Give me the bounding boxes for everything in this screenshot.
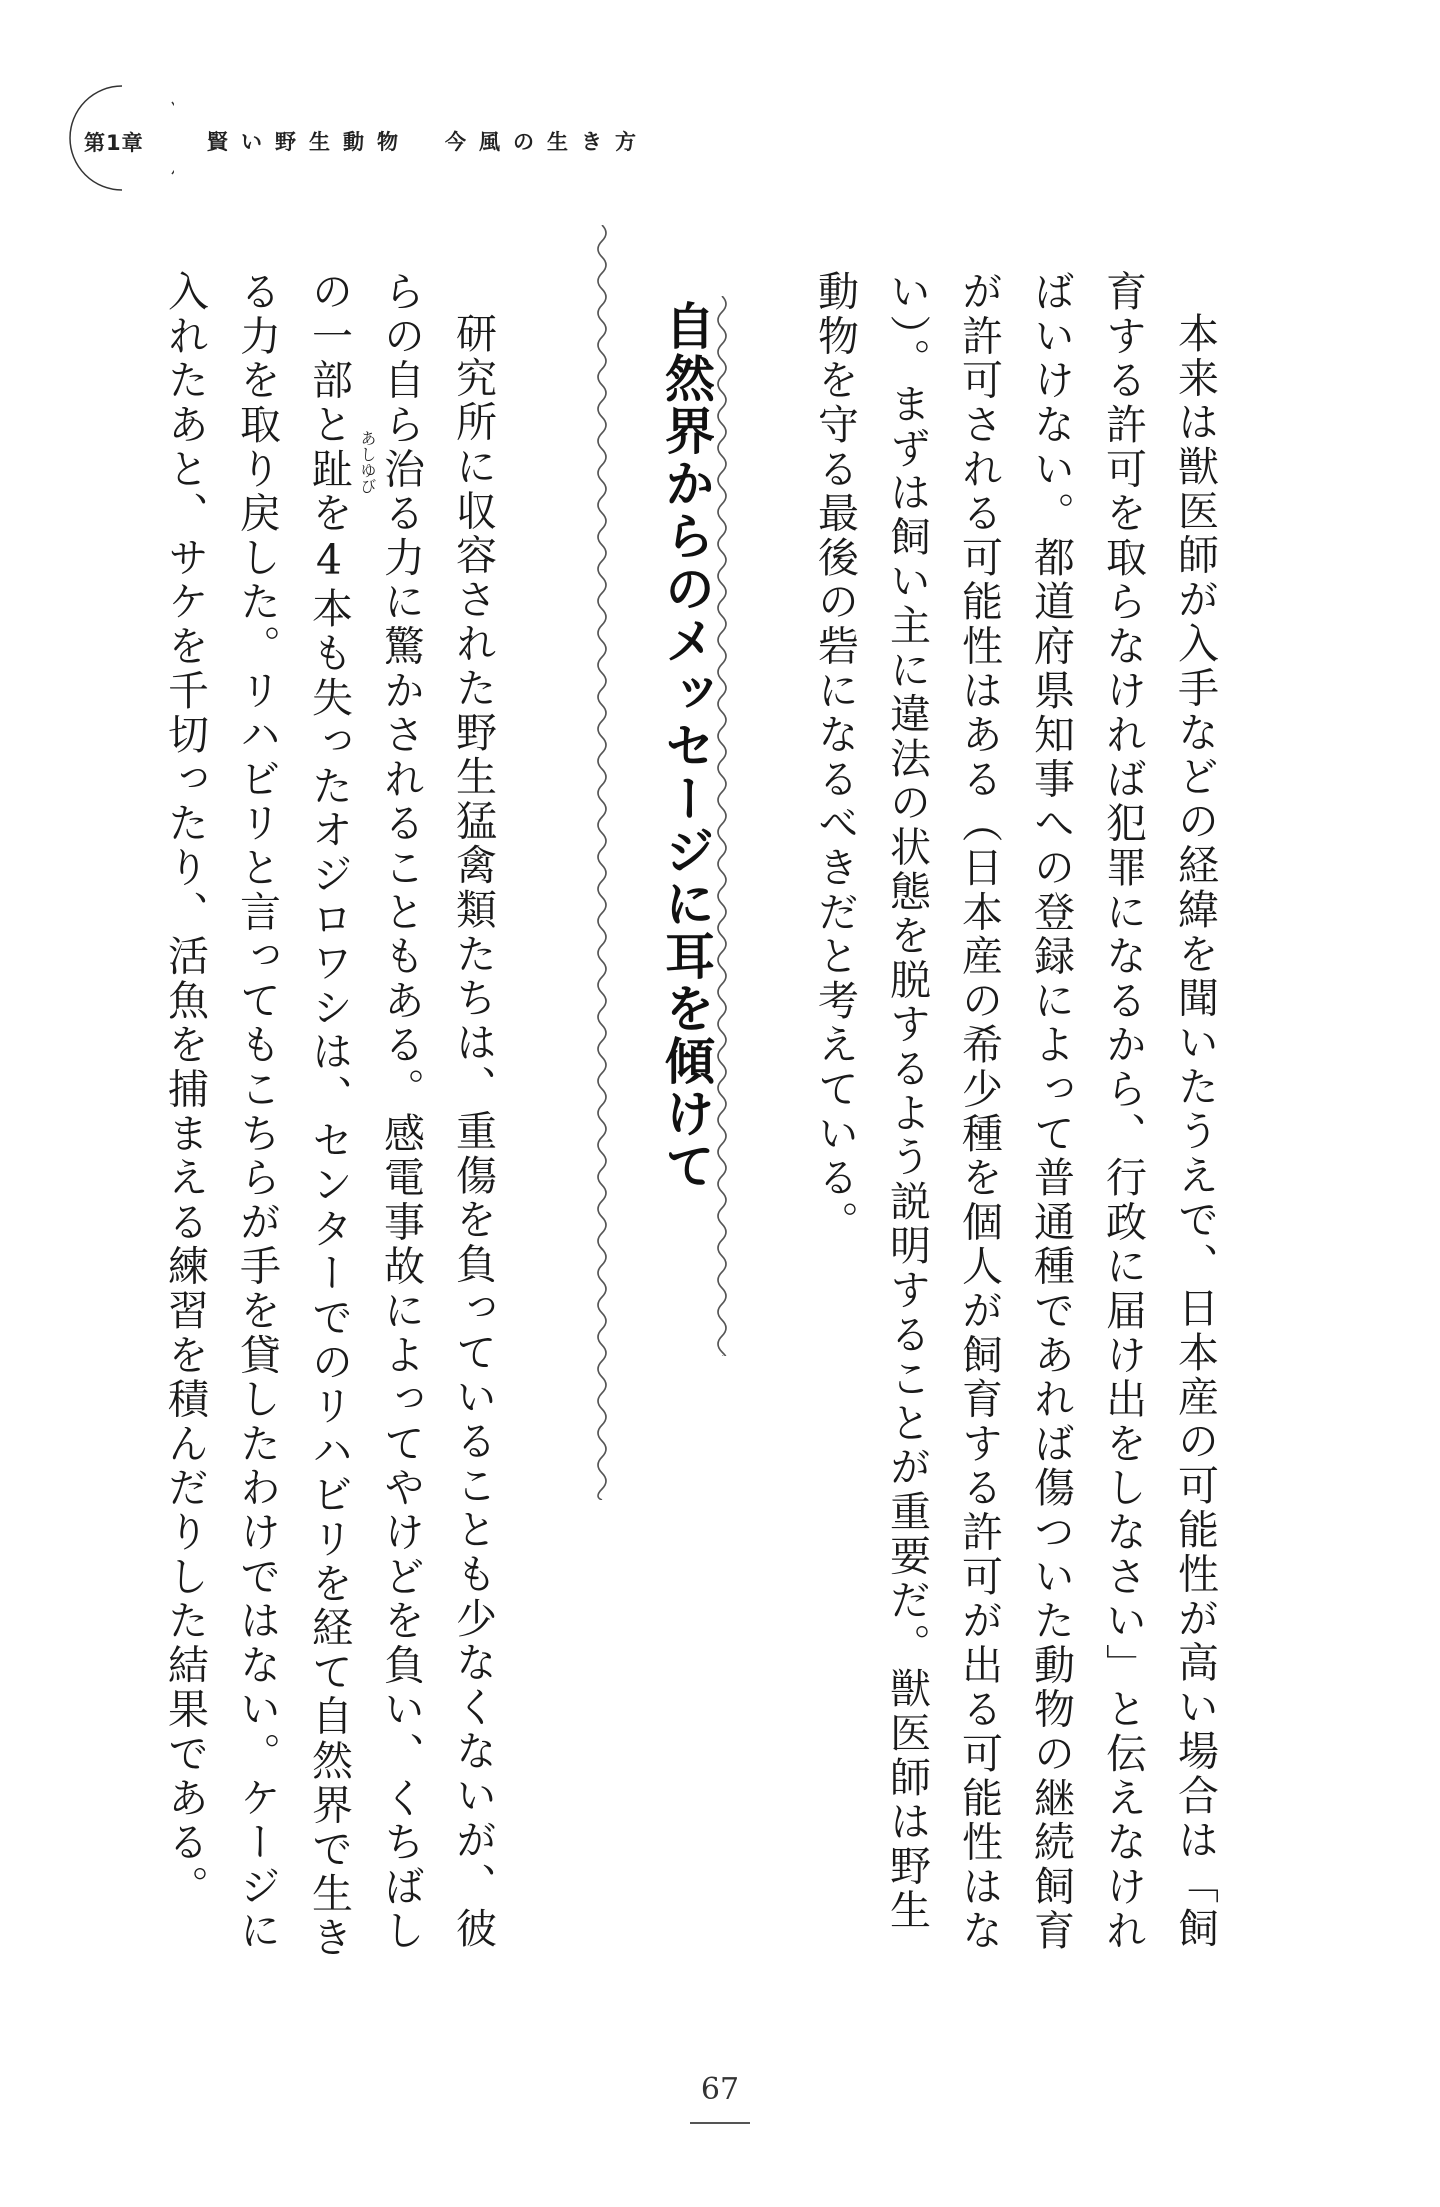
paragraph-2-line-1: 研究所に収容された野生猛禽類たちは、重傷を負っていることも少なくないが、彼 — [449, 312, 497, 1952]
paragraph-1-line-1: 本来は獣医師が入手などの経緯を聞いたうえで、日本産の可能性が高い場合は「飼 — [1171, 312, 1219, 1952]
running-title: 賢い野生動物 今風の生き方 — [207, 130, 649, 154]
wavy-rule-outer — [590, 225, 614, 1500]
page-number: 67 — [700, 2072, 740, 2107]
page-number-rule — [690, 2122, 750, 2124]
paragraph-1-line-6: 動物を守る最後の砦になるべきだと考えている。 — [811, 270, 859, 1245]
paragraph-1-line-4: が許可される可能性はある（日本産の希少種を個人が飼育する許可が出る可能性はな — [955, 270, 1003, 1954]
paragraph-1-line-3: ばいけない。都道府県知事への登録によって普通種であれば傷ついた動物の継続飼育 — [1027, 270, 1075, 1954]
running-header — [62, 82, 782, 192]
paragraph-2-line-3: の一部と趾を4本も失ったオジロワシは、センターでのリハビリを経て自然界で生き — [305, 270, 353, 1961]
paragraph-1-line-5: い）。まずは飼い主に違法の状態を脱するよう説明することが重要だ。獣医師は野生 — [883, 270, 931, 1933]
paragraph-1-line-2: 育する許可を取らなければ犯罪になるから、行政に届け出をしなさい」と伝えなけれ — [1099, 270, 1147, 1954]
ruby-annotation: あしゆび — [358, 430, 377, 494]
section-heading: 自然界からのメッセージに耳を傾けて — [657, 300, 715, 1193]
paragraph-2-line-5: 入れたあと、サケを千切ったり、活魚を捕まえる練習を積んだりした結果である。 — [161, 270, 209, 1910]
paragraph-2-line-2: らの自ら治る力に驚かされることもある。感電事故によってやけどを負い、くちばし — [377, 270, 425, 1954]
paragraph-2-line-4: る力を取り戻した。リハビリと言ってもこちらが手を貸したわけではない。ケージに — [233, 270, 281, 1954]
chapter-label: 第1章 — [84, 131, 144, 155]
